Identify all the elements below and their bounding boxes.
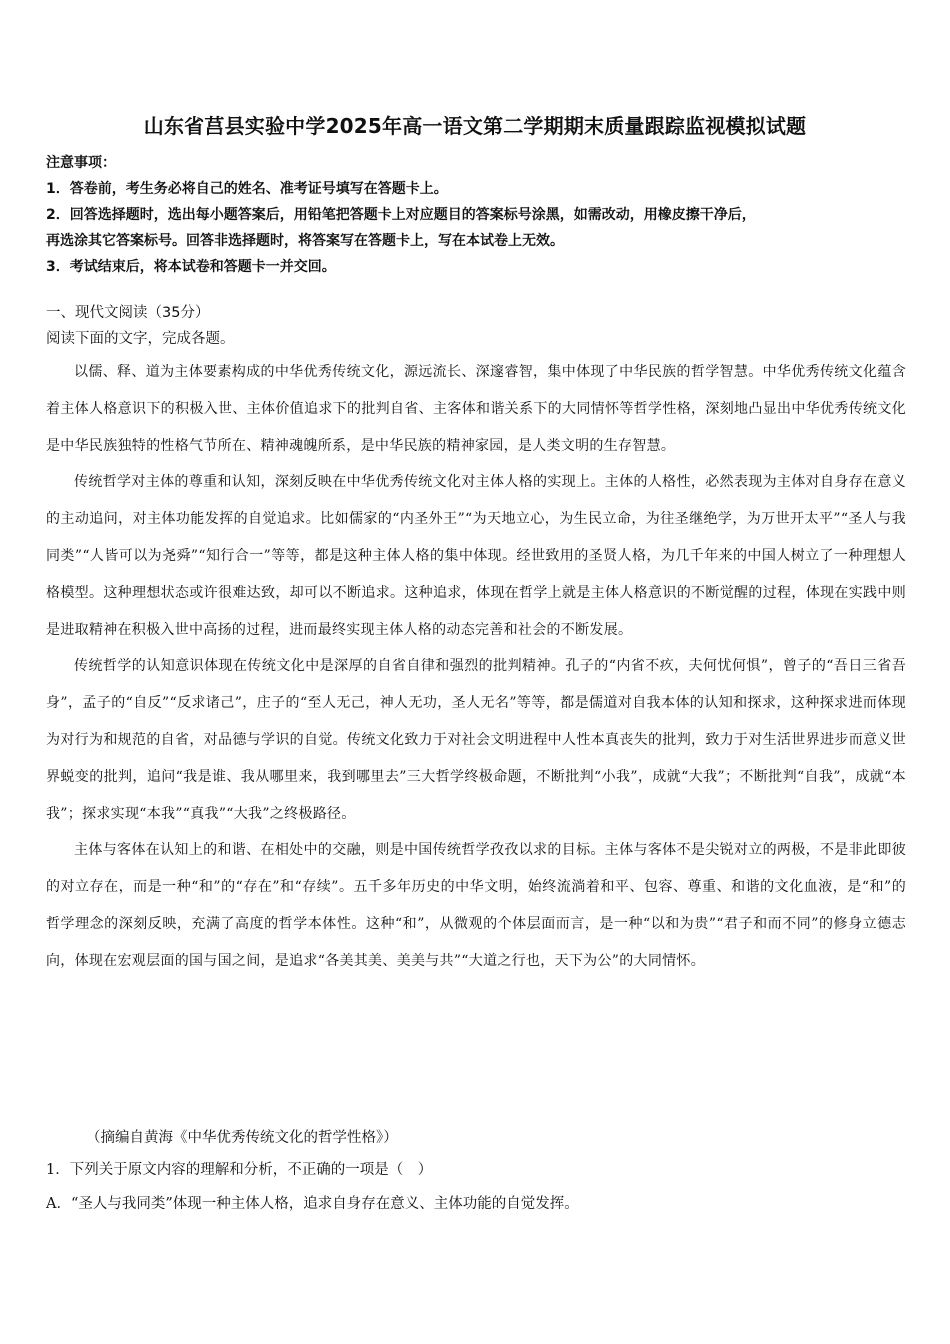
- section-header: [46, 300, 906, 352]
- passage-source: （摘编自黄海《中华优秀传统文化的哲学性格》）: [86, 1130, 398, 1146]
- notice-item: 1．答卷前，考生务必将自己的姓名、准考证号填写在答题卡上。: [46, 181, 448, 197]
- notice-item: 2．回答选择题时，选出每小题答案后，用铅笔把答题卡上对应题目的答案标号涂黑，如需改动，用橡皮擦干净后，: [46, 207, 756, 223]
- passage-paragraph: 传统哲学对主体的尊重和认知，深刻反映在中华优秀传统文化对主体人格的实现上。主体的人格性，必然表现为主体对自身存在意义的主动追问，对主体功能发挥的自觉追求。比如儒家的“内圣外王”“为天地立心，为生民立命，为往圣继绝学，为万世开太平”“圣人与我同类”“人皆可以为尧舜”“知行合一”等等，都是这种主体人格的集中体现。经世致用的圣贤人格，为几千年来的中国人树立了一种理想人格模型。这种理想状态或许很难达致，却可以不断追求。这种追求，体现在哲学上就是主体人格意识的不断觉醒的过程，体现在实践中则是进取精神在积极入世中高扬的过程，进而最终实现主体人格的动态完善和社会的不断发展。: [46, 474, 906, 638]
- notice-item: 再选涂其它答案标号。回答非选择题时，将答案写在答题卡上，写在本试卷上无效。: [46, 233, 564, 249]
- question-stem: 1．下列关于原文内容的理解和分析，不正确的一项是（ ）: [46, 1162, 433, 1178]
- passage-paragraph: 主体与客体在认知上的和谐、在相处中的交融，则是中国传统哲学孜孜以求的目标。主体与客体不是尖锐对立的两极，不是非此即彼的对立存在，而是一种“和”的“存在”和“存续”。五千多年历史的中华文明，始终流淌着和平、包容、尊重、和谐的文化血液，是“和”的哲学理念的深刻反映，充满了高度的哲学本体性。这种“和”，从微观的个体层面而言，是一种“以和为贵”“君子和而不同”的修身立德志向，体现在宏观层面的国与国之间，是追求“各美其美、美美与共”“大道之行也，天下为公”的大同情怀。: [46, 842, 906, 969]
- passage-paragraph: 以儒、释、道为主体要素构成的中华优秀传统文化，源远流长、深邃睿智，集中体现了中华民族的哲学智慧。中华优秀传统文化蕴含着主体人格意识下的积极入世、主体价值追求下的批判自省、主客体和谐关系下的大同情怀等哲学性格，深刻地凸显出中华优秀传统文化是中华民族独特的性格气节所在、精神魂魄所系，是中华民族的精神家园，是人类文明的生存智慧。: [46, 364, 906, 454]
- notice-block: [46, 150, 906, 280]
- passage-paragraph: 传统哲学的认知意识体现在传统文化中是深厚的自省自律和强烈的批判精神。孔子的“内省不疚，夫何忧何惧”，曾子的“吾日三省吾身”，孟子的“自反”“反求诸己”，庄子的“至人无己，神人无功，圣人无名”等等，都是儒道对自我本体的认知和探求，这种探求进而体现为对行为和规范的自省，对品德与学识的自觉。传统文化致力于对社会文明进程中人性本真丧失的批判，致力于对生活世界进步而意义世界蜕变的批判，追问“我是谁、我从哪里来，我到哪里去”三大哲学终极命题，不断批判“小我”，成就“大我”；不断批判“自我”，成就“本我”；探求实现“本我”“真我”“大我”之终极路径。: [46, 658, 906, 822]
- notice-heading: 注意事项：: [46, 155, 116, 171]
- section-heading: 一、现代文阅读（35分）: [46, 305, 210, 321]
- reading-passage: [46, 354, 906, 980]
- option-a: A．“圣人与我同类”体现一种主体人格，追求自身存在意义、主体功能的自觉发挥。: [46, 1196, 579, 1212]
- notice-item: 3．考试结束后，将本试卷和答题卡一并交回。: [46, 259, 336, 275]
- section-instruction: 阅读下面的文字，完成各题。: [46, 331, 235, 347]
- exam-title: 山东省莒县实验中学2025年高一语文第二学期期末质量跟踪监视模拟试题: [143, 114, 807, 138]
